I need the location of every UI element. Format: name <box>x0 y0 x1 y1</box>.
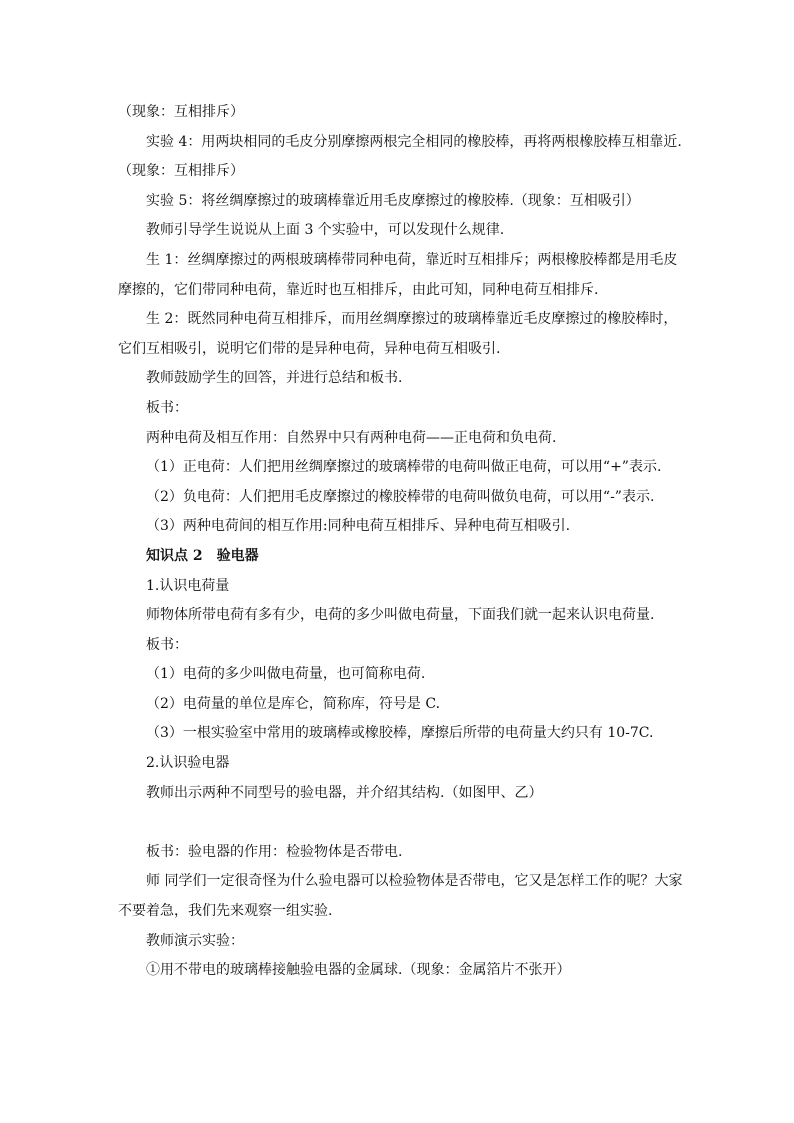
list-item-charge-definition: （1）电荷的多少叫做电荷量，也可简称电荷. <box>146 666 426 683</box>
paragraph-teacher-summary: 教师鼓励学生的回答，并进行总结和板书. <box>146 370 403 387</box>
paragraph-electroscope-function: 板书：验电器的作用：检验物体是否带电. <box>146 843 403 860</box>
paragraph-experiment-4: 实验 4：用两块相同的毛皮分别摩擦两根完全相同的橡胶棒，再将两根橡胶棒互相靠近.（现象：互相排斥） <box>118 133 682 180</box>
paragraph-electroscope-question: 师 同学们一定很奇怪为什么验电器可以检验物体是否带电，它又是怎样工作的呢？大家不要着急，我们先来观察一组实验. <box>118 873 683 920</box>
paragraph-demo-step-1: ①用不带电的玻璃棒接触验电器的金属球.（现象：金属箔片不张开） <box>146 962 571 979</box>
list-item-positive-charge: （1）正电荷：人们把用丝绸摩擦过的玻璃棒带的电荷叫做正电荷，可以用“+”表示. <box>146 459 662 476</box>
paragraph-board-label: 板书： <box>146 399 188 416</box>
paragraph-experiment-5: 实验 5：将丝绸摩擦过的玻璃棒靠近用毛皮摩擦过的橡胶棒.（现象：互相吸引） <box>146 192 640 209</box>
list-item-charge-unit: （2）电荷量的单位是库仑，简称库，符号是 C. <box>146 695 441 712</box>
paragraph-student-1: 生 1：丝绸摩擦过的两根玻璃棒带同种电荷，靠近时互相排斥；两根橡胶棒都是用毛皮摩擦的，它们带同种电荷，靠近时也互相排斥，由此可知，同种电荷互相排斥. <box>118 251 678 298</box>
paragraph-teacher-demo: 教师演示实验： <box>146 932 244 949</box>
list-item-charge-interaction: （3）两种电荷间的相互作用:同种电荷互相排斥、异种电荷互相吸引. <box>146 518 571 535</box>
paragraph-electroscope-intro: 教师出示两种不同型号的验电器，并介绍其结构.（如图甲、乙） <box>146 784 543 801</box>
subheading-electroscope: 2.认识验电器 <box>146 755 230 772</box>
paragraph-phenomenon-repel: （现象：互相排斥） <box>118 104 244 120</box>
list-item-typical-charge: （3）一根实验室中常用的玻璃棒或橡胶棒，摩擦后所带的电荷量大约只有 10-7C. <box>146 725 654 742</box>
subheading-charge-quantity: 1.认识电荷量 <box>146 577 230 594</box>
figure-space <box>118 808 683 838</box>
section-heading-electroscope: 知识点 2 验电器 <box>146 547 259 564</box>
paragraph-charge-quantity: 师物体所带电荷有多有少，电荷的多少叫做电荷量，下面我们就一起来认识电荷量. <box>146 607 655 624</box>
paragraph-student-2: 生 2：既然同种电荷互相排斥，而用丝绸摩擦过的玻璃棒靠近毛皮摩擦过的橡胶棒时，它们互相吸引，说明它们带的是异种电荷，异种电荷互相吸引. <box>118 311 678 357</box>
paragraph-board-label-2: 板书： <box>146 636 188 653</box>
paragraph-teacher-guidance: 教师引导学生说说从上面 3 个实验中，可以发现什么规律. <box>146 222 505 239</box>
paragraph-two-charges: 两种电荷及相互作用：自然界中只有两种电荷——正电荷和负电荷. <box>146 429 557 446</box>
document-body <box>118 98 683 986</box>
list-item-negative-charge: （2）负电荷：人们把用毛皮摩擦过的橡胶棒带的电荷叫做负电荷，可以用“-”表示. <box>146 488 655 505</box>
